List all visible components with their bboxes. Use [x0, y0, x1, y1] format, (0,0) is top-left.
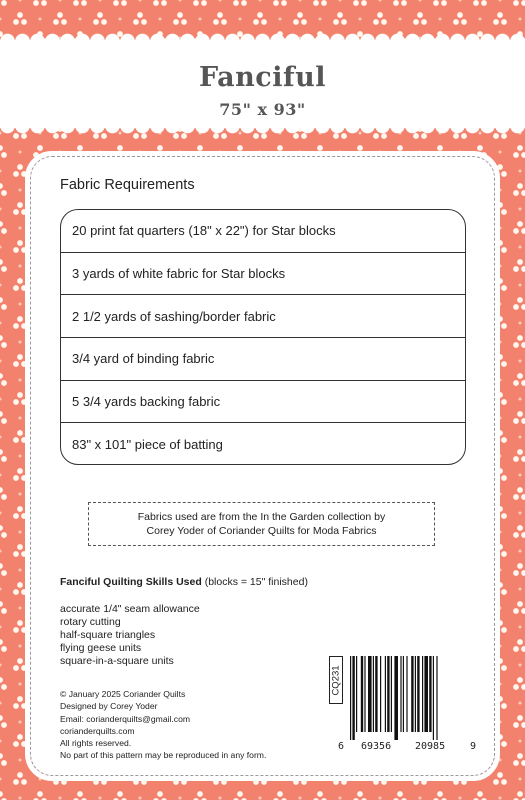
copyright-line: © January 2025 Coriander Quilts	[60, 689, 186, 699]
fabric-requirements-heading: Fabric Requirements	[60, 177, 195, 193]
barcode-bar	[429, 656, 431, 732]
quilt-size: 75" x 93"	[219, 100, 306, 119]
fabric-collection-note	[88, 502, 435, 546]
barcode-bar	[403, 656, 404, 732]
barcode-bar	[373, 656, 374, 732]
sku-label	[329, 656, 343, 704]
skills-heading-detail: (blocks = 15" finished)	[201, 576, 308, 588]
rights-line: All rights reserved.	[60, 738, 132, 749]
barcode-bar	[387, 656, 389, 732]
barcode-bar	[352, 656, 354, 740]
barcode-digit-last: 9	[470, 741, 477, 752]
requirement-row: 5 3/4 yards backing fabric	[61, 381, 465, 424]
barcode-bar	[380, 656, 381, 732]
barcode-bar	[417, 656, 419, 732]
skill-item: flying geese units	[60, 642, 142, 654]
note-line: Corey Yoder of Coriander Quilts for Moda Fabrics	[146, 525, 377, 537]
barcode-bar	[424, 656, 428, 732]
requirement-row: 2 1/2 yards of sashing/border fabric	[61, 295, 465, 338]
barcode-graphic	[348, 656, 468, 740]
header-scallop-top	[0, 27, 525, 41]
barcode-bar	[375, 656, 377, 732]
barcode-digit-first: 6	[338, 741, 345, 752]
sku-text: CQ231	[330, 664, 342, 696]
skills-heading	[60, 576, 308, 588]
skill-item: half-square triangles	[60, 629, 156, 641]
reproduction-line: No part of this pattern may be reproduced in any form.	[60, 750, 267, 761]
requirement-row: 83" x 101" piece of batting	[72, 437, 223, 453]
barcode-bar	[400, 656, 401, 732]
requirement-row: 3/4 yard of binding fabric	[61, 338, 465, 381]
barcode-bar	[356, 656, 357, 732]
barcode-bar	[394, 656, 398, 740]
barcode-bar	[433, 656, 434, 740]
barcode-bar	[422, 656, 423, 732]
barcode-bar	[350, 656, 351, 740]
barcode-group-right: 20985	[415, 741, 446, 752]
barcode-bar	[391, 656, 392, 732]
skill-item: square-in-a-square units	[60, 655, 174, 667]
barcode-group-left: 69356	[361, 741, 392, 752]
header-scallop-bottom	[0, 126, 525, 140]
note-line: Fabrics used are from the In the Garden collection by	[137, 511, 386, 523]
barcode-bar	[361, 656, 363, 732]
credits-block	[60, 688, 266, 762]
requirements-table	[60, 209, 466, 465]
barcode-bar	[385, 656, 386, 732]
barcode-bar	[368, 656, 372, 732]
barcode-bar	[415, 656, 416, 732]
skills-heading-bold: Fanciful Quilting Skills Used	[60, 576, 202, 588]
designer-line: Designed by Corey Yoder	[60, 701, 158, 712]
website-line: corianderquilts.com	[60, 725, 135, 736]
skill-item: accurate 1/4" seam allowance	[60, 603, 200, 615]
barcode-bar	[436, 656, 437, 740]
requirement-row: 20 print fat quarters (18" x 22") for Star blocks	[61, 210, 465, 253]
skills-list	[60, 603, 200, 668]
barcode-bar	[406, 656, 407, 732]
barcode-bar	[364, 656, 365, 732]
barcode-bar	[411, 656, 413, 732]
pattern-title: Fanciful	[198, 62, 327, 93]
barcode	[348, 656, 468, 740]
email-line: Email: corianderquilts@gmail.com	[60, 713, 191, 724]
requirement-row: 3 yards of white fabric for Star blocks	[61, 253, 465, 296]
skill-item: rotary cutting	[60, 616, 121, 628]
